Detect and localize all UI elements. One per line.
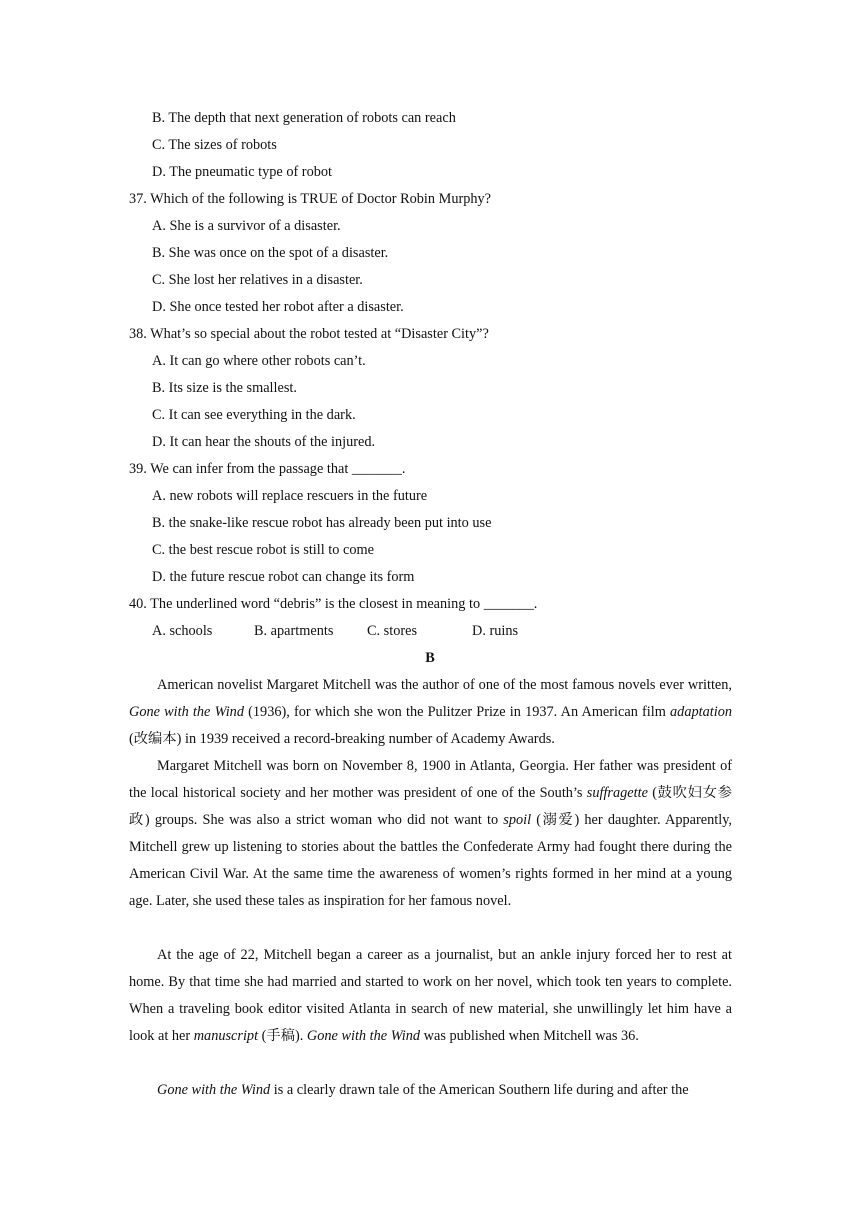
q40-option-a: A. schools	[152, 623, 213, 639]
paragraph-2-text: (溺爱) her daughter. Apparently, Mitchell grew up listening to stories about the battles the Confederate Army had fought there during the American Civil War. At the same time the awareness of women’s rights formed in her mind at a young age. Later, she used these tales as inspiration for her famous novel.	[129, 812, 732, 909]
paragraph-4	[129, 1077, 732, 1104]
vocab-word: spoil	[503, 812, 532, 828]
book-title: Gone with the Wind	[157, 1082, 271, 1098]
q39-option-d: D. the future rescue robot can change its form	[152, 569, 415, 585]
question-38: 38. What’s so special about the robot tested at “Disaster City”?	[129, 326, 489, 342]
paragraph-4-text: is a clearly drawn tale of the American Southern life during and after the	[270, 1082, 689, 1098]
q37-option-d: D. She once tested her robot after a disaster.	[152, 299, 404, 315]
paragraph-3-text: was published when Mitchell was 36.	[420, 1028, 639, 1044]
q39-option-a: A. new robots will replace rescuers in the future	[152, 488, 428, 504]
q40-option-c: C. stores	[367, 623, 418, 639]
q38-option-d: D. It can hear the shouts of the injured.	[152, 434, 376, 450]
paragraph-2	[129, 753, 732, 915]
q39-option-c: C. the best rescue robot is still to come	[152, 542, 374, 558]
section-heading: B	[425, 650, 435, 666]
paragraph-1-text: American novelist Margaret Mitchell was the author of one of the most famous novels ever written,	[157, 677, 732, 693]
vocab-word: adaptation	[670, 704, 732, 720]
vocab-word: suffragette	[586, 785, 648, 801]
q36-option-c: C. The sizes of robots	[152, 137, 277, 153]
paragraph-2-text: Margaret Mitchell was born on November 8, 1900 in Atlanta, Georgia. Her father was president of the local historical society and her mother was president of one of the South’s	[129, 758, 732, 801]
q37-option-b: B. She was once on the spot of a disaster.	[152, 245, 389, 261]
q40-option-b: B. apartments	[254, 623, 334, 639]
q39-option-b: B. the snake-like rescue robot has already been put into use	[152, 515, 492, 531]
q37-option-c: C. She lost her relatives in a disaster.	[152, 272, 363, 288]
q40-option-d: D. ruins	[472, 623, 519, 639]
paragraph-3	[129, 942, 732, 1050]
q38-option-c: C. It can see everything in the dark.	[152, 407, 356, 423]
question-37: 37. Which of the following is TRUE of Doctor Robin Murphy?	[129, 191, 492, 207]
q37-option-a: A. She is a survivor of a disaster.	[152, 218, 341, 234]
paragraph-2-text: (鼓吹妇女参政) groups. She was also a strict woman who did not want to	[129, 785, 732, 828]
q36-option-b: B. The depth that next generation of robots can reach	[152, 110, 456, 126]
book-title: Gone with the Wind	[306, 1028, 421, 1044]
paragraph-3-text: (手稿).	[258, 1028, 307, 1044]
book-title: Gone with the Wind	[129, 704, 244, 720]
paragraph-1-text: (1936), for which she won the Pulitzer Prize in 1937. An American film	[243, 704, 671, 720]
paragraph-1	[129, 672, 732, 753]
paragraph-3-text: At the age of 22, Mitchell began a career as a journalist, but an ankle injury forced her to rest at home. By that time she had married and started to work on her novel, which took ten years to complete. When a traveling book editor visited Atlanta in search of new material, she unwillingly let him have a look at her	[129, 947, 732, 1044]
paragraph-1-text: (改编本) in 1939 received a record-breaking number of Academy Awards.	[129, 731, 555, 747]
q40-options	[152, 622, 518, 640]
q38-option-b: B. Its size is the smallest.	[152, 380, 297, 396]
question-40: 40. The underlined word “debris” is the closest in meaning to _______.	[129, 596, 538, 612]
q38-option-a: A. It can go where other robots can’t.	[152, 353, 366, 369]
vocab-word: manuscript	[193, 1028, 259, 1044]
question-39: 39. We can infer from the passage that _______.	[129, 461, 406, 477]
q36-option-d: D. The pneumatic type of robot	[152, 164, 332, 180]
